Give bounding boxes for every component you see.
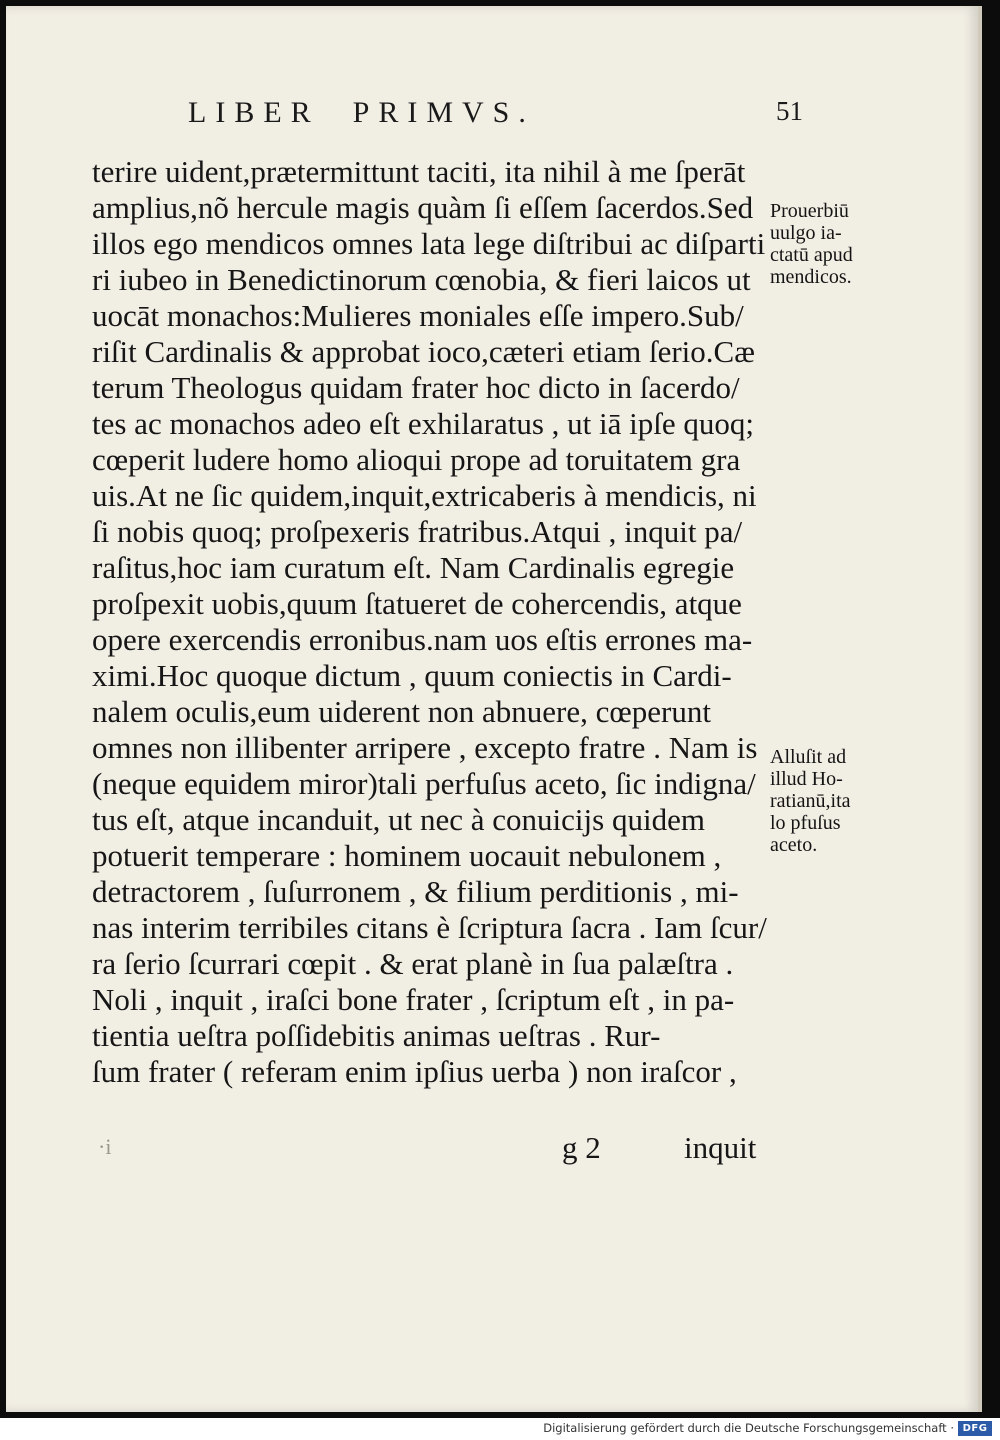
marginal-note-line: illud Ho- xyxy=(770,768,843,790)
text-line: potuerit temperare : hominem uocauit nebulonem , xyxy=(92,838,722,873)
marginal-note-line: ctatū apud xyxy=(770,244,853,266)
text-line: nas interim terribiles citans è ſcriptura ſacra . Iam ſcur/ xyxy=(92,910,767,945)
signature-mark: g 2 xyxy=(562,1130,601,1165)
marginal-note-line: ratianū,ita xyxy=(770,790,851,812)
text-line: raſitus,hoc iam curatum eſt. Nam Cardinalis egregie xyxy=(92,550,735,585)
text-line: ximi.Hoc quoque dictum , quum coniectis in Cardi- xyxy=(92,658,732,693)
text-line: ſi nobis quoq; proſpexeris fratribus.Atqui , inquit pa/ xyxy=(92,514,743,549)
text-line: ra ſerio ſcurrari cœpit . & erat planè in ſua palæſtra . xyxy=(92,946,734,981)
text-line: tus eſt, atque incanduit, ut nec à conuicijs quidem xyxy=(92,802,705,837)
text-line: illos ego mendicos omnes lata lege diſtribui ac diſparti xyxy=(92,226,766,261)
marginal-note-line: lo pfuſus xyxy=(770,812,841,834)
marginal-note-line: Prouerbiū xyxy=(770,200,849,222)
text-line: proſpexit uobis,quum ſtatueret de cohercendis, atque xyxy=(92,586,742,621)
catchword: inquit xyxy=(684,1130,757,1165)
marginal-note-proverb xyxy=(770,200,853,288)
running-head xyxy=(6,96,978,142)
text-line: cœperit ludere homo alioqui prope ad toruitatem gra xyxy=(92,442,741,477)
main-text-block xyxy=(92,154,772,1090)
text-line: terum Theologus quidam frater hoc dicto in ſacerdo/ xyxy=(92,370,740,405)
funding-credit: Digitalisierung gefördert durch die Deutsche Forschungsgemeinschaft · xyxy=(543,1421,954,1435)
marginal-note-line: mendicos. xyxy=(770,266,852,288)
text-line: Noli , inquit , iraſci bone frater , ſcriptum eſt , in pa- xyxy=(92,982,735,1017)
page-number: 51 xyxy=(776,96,803,126)
dfg-logo-icon: DFG xyxy=(958,1421,992,1436)
marginal-note-line: uulgo ia- xyxy=(770,222,842,244)
text-line: uocāt monachos:Mulieres moniales eſſe impero.Sub/ xyxy=(92,298,744,333)
text-line: (neque equidem miror)tali perfuſus aceto, ſic indigna/ xyxy=(92,766,756,801)
text-line: terire uident,prætermittunt taciti, ita nihil à me ſperāt xyxy=(92,154,746,189)
marginal-note-horace xyxy=(770,746,851,856)
marginal-note-line: Alluſit ad xyxy=(770,746,847,768)
text-line: tes ac monachos adeo eſt exhilaratus , ut iā ipſe quoq; xyxy=(92,406,754,441)
text-line: ſum frater ( referam enim ipſius uerba ) non iraſcor , xyxy=(92,1054,737,1089)
marginal-note-line: aceto. xyxy=(770,834,818,856)
text-line: opere exercendis erronibus.nam uos eſtis errones ma- xyxy=(92,622,753,657)
page-edge xyxy=(978,6,982,1412)
text-line: ri iubeo in Benedictinorum cœnobia, & fieri laicos ut xyxy=(92,262,751,297)
text-line: omnes non illibenter arripere , excepto fratre . Nam is xyxy=(92,730,758,765)
running-head-title: LIBER PRIMVS. xyxy=(188,96,535,129)
text-line: tientia ueſtra poſſidebitis animas ueſtras . Rur- xyxy=(92,1018,661,1053)
text-line: nalem oculis,eum uiderent non abnuere, cœperunt xyxy=(92,694,711,729)
text-line: riſit Cardinalis & approbat ioco,cæteri etiam ſerio.Cæ xyxy=(92,334,755,369)
book-page xyxy=(6,6,978,1412)
text-line: detractorem , ſuſurronem , & filium perditionis , mi- xyxy=(92,874,739,909)
text-line: amplius,nõ hercule magis quàm ſi eſſem ſacerdos.Sed xyxy=(92,190,754,225)
digitization-footer xyxy=(0,1418,1000,1440)
stray-ink-mark: ·i xyxy=(98,1134,112,1159)
text-line: uis.At ne ſic quidem,inquit,extricaberis à mendicis, ni xyxy=(92,478,757,513)
catchline xyxy=(6,1130,978,1170)
